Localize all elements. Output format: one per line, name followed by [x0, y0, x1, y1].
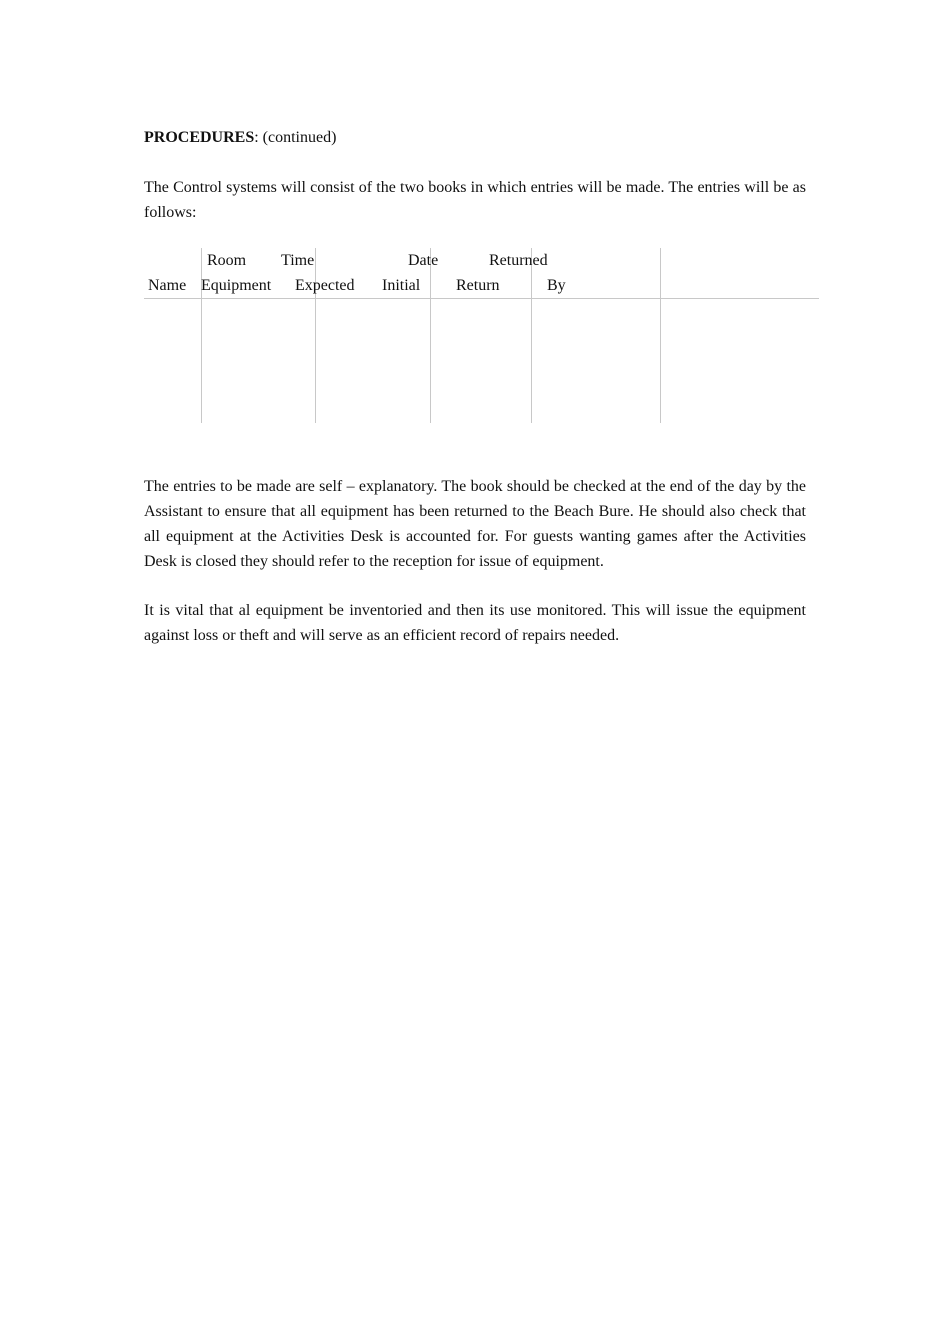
table-column-divider: [531, 248, 532, 423]
header-returned: Returned: [489, 252, 548, 269]
header-return: Return: [456, 277, 500, 294]
header-initial: Initial: [382, 277, 421, 294]
body-paragraph: It is vital that al equipment be inventoried and then its use monitored. This will issue the equipment against loss or theft and will serve as an efficient record of repairs needed.: [144, 602, 806, 644]
entries-table: [0, 0, 950, 450]
intro-paragraph: The Control systems will consist of the two books in which entries will be made. The entries will be as follows:: [144, 179, 806, 221]
header-date: Date: [408, 252, 439, 269]
table-column-divider: [201, 248, 202, 423]
header-time: Time: [281, 252, 315, 269]
table-column-divider: [430, 248, 431, 423]
header-name: Name: [148, 277, 187, 294]
body-paragraph: The entries to be made are self – explanatory. The book should be checked at the end of the day by the Assistant to ensure that all equipment has been returned to the Beach Bure. He should also check that all equipment at the Activities Desk is accounted for. For guests wanting games after the Activities Desk is closed they should refer to the reception for issue of equipment.: [144, 478, 806, 570]
table-column-divider: [315, 248, 316, 423]
header-equipment: Equipment: [201, 277, 272, 294]
header-expected: Expected: [295, 277, 355, 294]
table-column-divider: [660, 248, 661, 423]
heading-bold: PROCEDURES: [144, 129, 255, 146]
header-room: Room: [207, 252, 247, 269]
table-header-rule: [144, 298, 819, 299]
header-by: By: [547, 277, 566, 294]
heading-rest: : (continued): [254, 129, 337, 146]
